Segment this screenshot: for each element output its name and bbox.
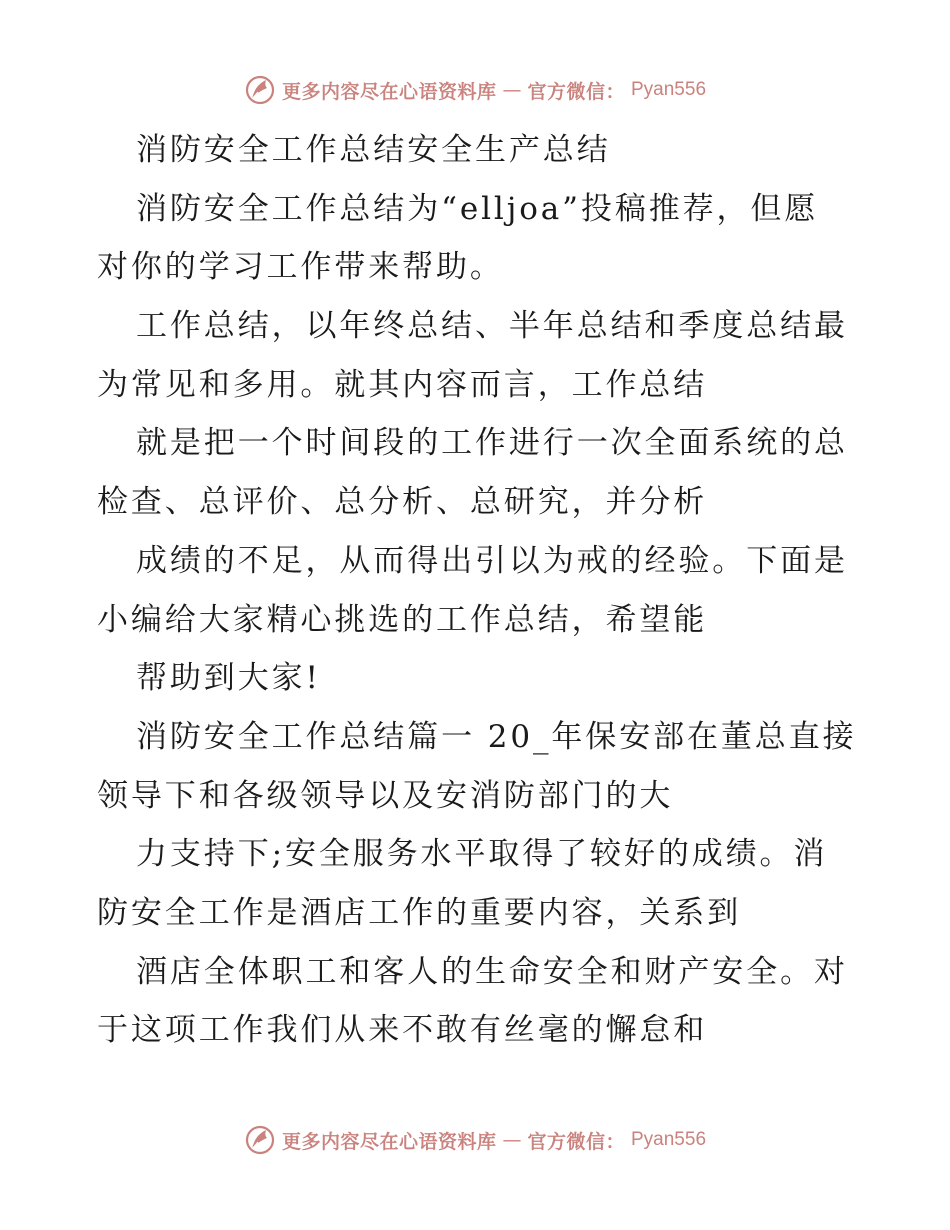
paragraph-line: 领导下和各级领导以及安消防部门的大 [97,777,674,814]
paragraph-line: 小编给大家精心挑选的工作总结，希望能 [97,601,708,638]
quill-pen-logo-icon [244,74,276,106]
header-banner-account: Pyan556 [631,79,707,100]
paragraph-line: 力支持下;安全服务水平取得了较好的成绩。消 [136,836,828,873]
footer-banner-inner [244,1124,706,1156]
header-banner-inner [244,74,706,106]
footer-banner [0,1120,950,1160]
header-banner [0,70,950,110]
footer-banner-account: Pyan556 [631,1129,707,1150]
footer-banner-label: 官方微信： [527,1130,625,1153]
paragraph-line: 消防安全工作总结为“elljoa”投稿推荐，但愿 [136,190,819,227]
header-banner-label: 官方微信： [527,80,625,103]
document-body [97,121,857,1060]
paragraph-line: 于这项工作我们从来不敢有丝毫的懈怠和 [97,1012,708,1049]
paragraph-line: 就是把一个时间段的工作进行一次全面系统的总 [136,425,848,462]
paragraph-line: 为常见和多用。就其内容而言，工作总结 [97,366,708,403]
footer-banner-text: 更多内容尽在心语资料库 [281,1130,497,1153]
paragraph-line: 帮助到大家! [136,660,321,697]
paragraph-line: 成绩的不足，从而得出引以为戒的经验。下面是 [136,542,848,579]
paragraph-line: 检查、总评价、总分析、总研究，并分析 [97,484,708,521]
footer-banner-separator: — [502,1129,522,1151]
document-title: 消防安全工作总结安全生产总结 [136,132,611,168]
paragraph-line: 工作总结，以年终总结、半年总结和季度总结最 [136,308,848,345]
paragraph-line: 酒店全体职工和客人的生命安全和财产安全。对 [136,953,848,990]
paragraph-line: 消防安全工作总结篇一 20_年保安部在董总直接 [136,718,857,755]
quill-pen-logo-icon [244,1124,276,1156]
paragraph-line: 对你的学习工作带来帮助。 [97,249,504,286]
paragraph-line: 防安全工作是酒店工作的重要内容，关系到 [97,894,742,931]
header-banner-separator: — [502,79,522,101]
header-banner-text: 更多内容尽在心语资料库 [281,80,497,103]
